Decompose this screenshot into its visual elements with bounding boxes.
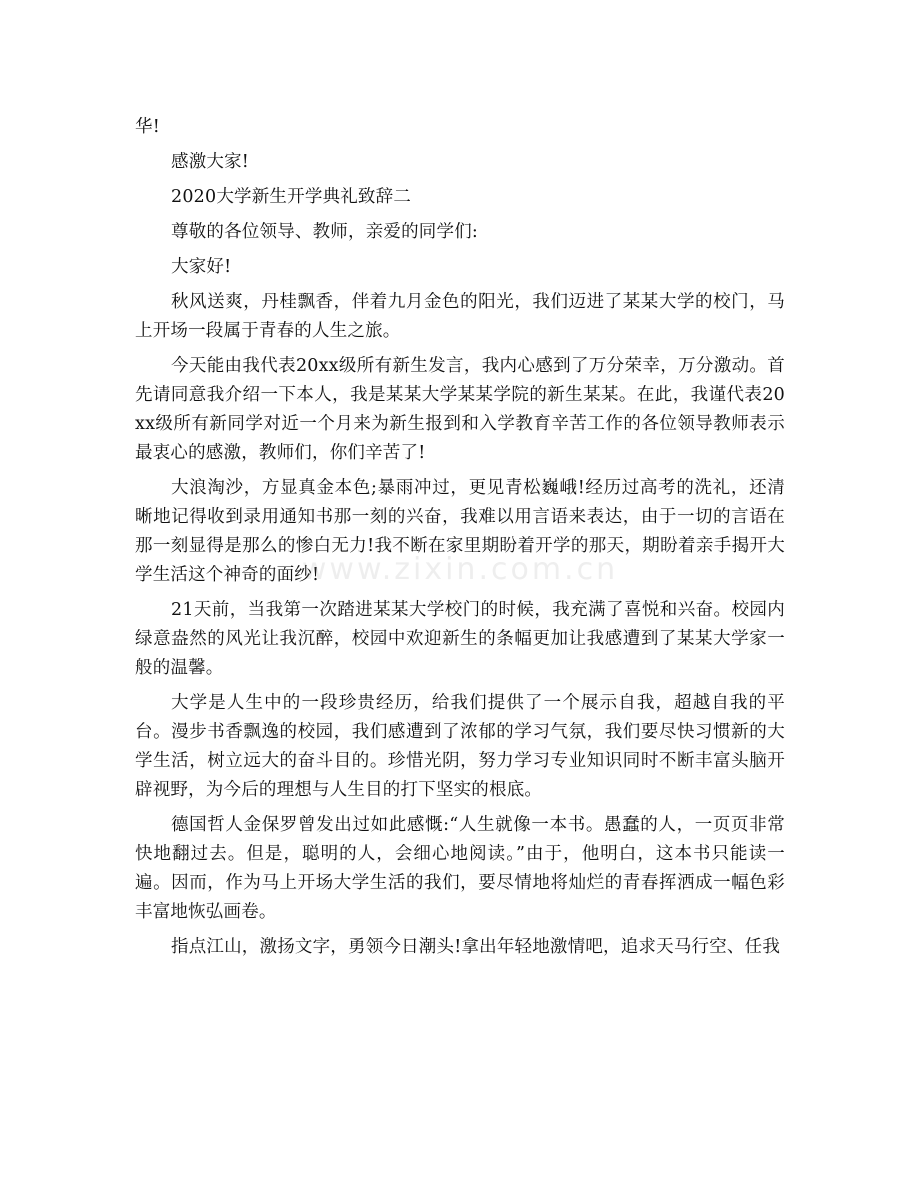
paragraph: 今天能由我代表20xx级所有新生发言，我内心感到了万分荣幸，万分激动。首先请同意我介绍一下本人，我是某某大学某某学院的新生某某。在此，我谨代表20xx级所有新同学对近一个月来为新生报到和入学教育辛苦工作的各位领导教师表示最衷心的感激，教师们，你们辛苦了! — [135, 356, 785, 463]
document-body — [135, 113, 785, 968]
section-heading: 2020大学新生开学典礼致辞二 — [171, 187, 412, 207]
watermark: www.zixin.com.cn — [301, 552, 619, 587]
paragraph: 大浪淘沙，方显真金本色;暴雨冲过，更见青松巍峨!经历过高考的洗礼，还清晰地记得收到录用通知书那一刻的兴奋，我难以用言语来表达，由于一切的言语在那一刻显得是那么的惨白无力!我不断在家里期盼着开学的那天，期盼着亲手揭开大学生活这个神奇的面纱! — [135, 478, 785, 585]
paragraph-continuation: 华! — [135, 117, 160, 137]
paragraph-last: 指点江山，激扬文字，勇领今日潮头!拿出年轻地激情吧，追求天马行空、任我 — [171, 937, 781, 957]
paragraph: 大学是人生中的一段珍贵经历，给我们提供了一个展示自我，超越自我的平台。漫步书香飘逸的校园，我们感遭到了浓郁的学习气氛，我们要尽快习惯新的大学生活，树立远大的奋斗目的。珍惜光阴，努力学习专业知识同时不断丰富头脑开辟视野，为今后的理想与人生目的打下坚实的根底。 — [135, 693, 785, 800]
salutation: 尊敬的各位领导、教师，亲爱的同学们: — [171, 222, 478, 242]
greeting: 大家好! — [171, 257, 232, 277]
paragraph: 德国哲人金保罗曾发出过如此感慨:“人生就像一本书。愚蠢的人，一页页非常快地翻过去。但是，聪明的人，会细心地阅读。”由于，他明白，这本书只能读一遍。因而，作为马上开场大学生活的我们，要尽情地将灿烂的青春挥洒成一幅色彩丰富地恢弘画卷。 — [135, 815, 785, 922]
paragraph-thanks: 感激大家! — [171, 152, 250, 172]
paragraph: 秋风送爽，丹桂飘香，伴着九月金色的阳光，我们迈进了某某大学的校门，马上开场一段属于青春的人生之旅。 — [135, 292, 785, 341]
paragraph: 21天前，当我第一次踏进某某大学校门的时候，我充满了喜悦和兴奋。校园内绿意盎然的风光让我沉醉，校园中欢迎新生的条幅更加让我感遭到了某某大学家一般的温馨。 — [135, 600, 785, 678]
